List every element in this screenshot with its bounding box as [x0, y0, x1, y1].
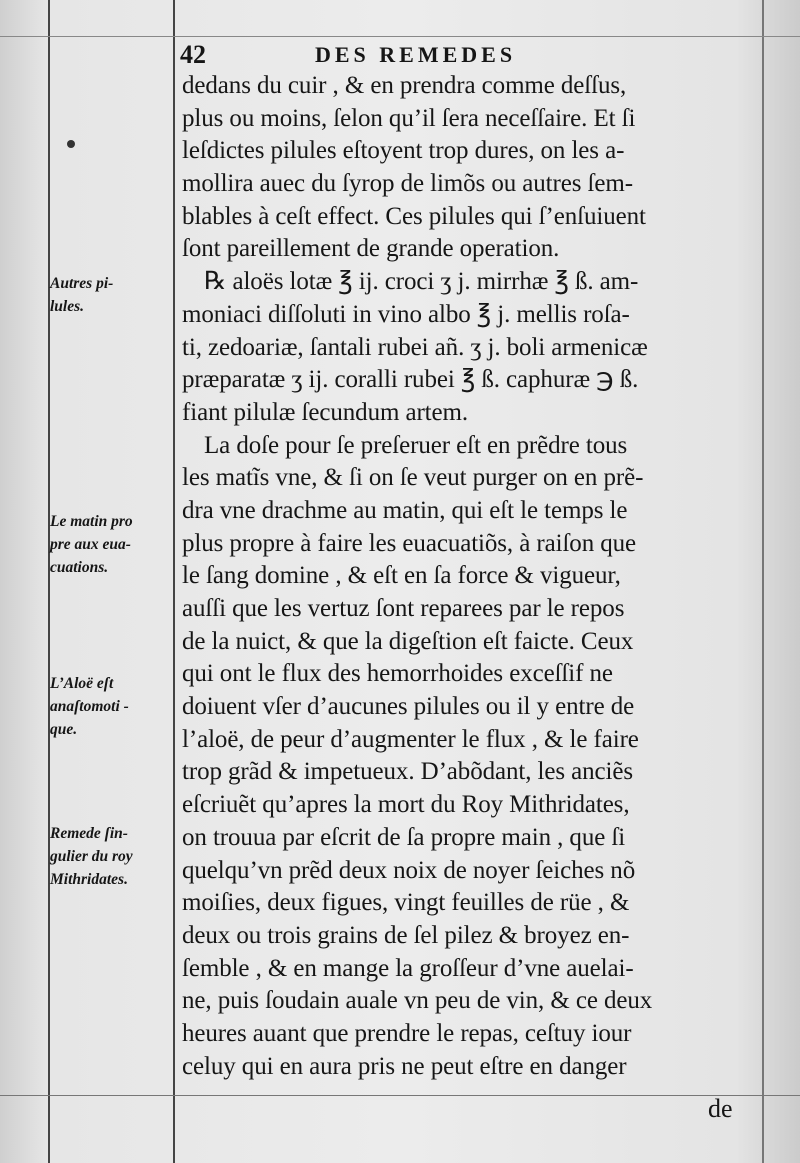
text-line: La doſe pour ſe preſeruer eſt en prẽdre tous	[204, 431, 628, 459]
text-line: quelqu’vn prẽd deux noix de noyer ſeiches nõ	[182, 856, 636, 884]
running-title: DES REMEDES	[315, 42, 517, 67]
text-line: l’aloë, de peur d’augmenter le flux , & le faire	[182, 725, 639, 753]
text-line: ti, zedoariæ, ſantali rubei añ. ʒ j. boli armenicæ	[182, 333, 648, 361]
text-line: auſſi que les vertuz ſont reparees par le repos	[182, 595, 625, 622]
text-line: de la nuict, & que la digeſtion eſt faicte. Ceux	[182, 627, 634, 655]
text-line: on trouua par eſcrit de ſa propre main , que ſi	[182, 823, 626, 851]
margin-note-line: Autres pi-	[50, 275, 114, 292]
margin-note-line: lules.	[50, 298, 85, 315]
text-line: ne, puis ſoudain auale vn peu de vin, & ce deux	[182, 987, 653, 1015]
text-line: eſcriuẽt qu’apres la mort du Roy Mithridates,	[182, 791, 630, 819]
text-line: les matĩs vne, & ſi on ſe veut purger on en prẽ-	[182, 464, 644, 492]
text-line: dra vne drachme au matin, qui eſt le temps le	[182, 496, 628, 524]
text-line: deux ou trois grains de ſel pilez & broyez en-	[182, 921, 630, 949]
margin-note-line: Remede ſin-	[50, 825, 128, 842]
margin-note-le-matin	[50, 510, 172, 579]
page-header	[180, 40, 750, 70]
margin-note-line: pre aux eua-	[50, 536, 131, 553]
page-number: 42	[180, 40, 206, 69]
text-line: celuy qui en aura pris ne peut eſtre en danger	[182, 1052, 627, 1080]
margin-note-autres-pilules	[50, 272, 172, 318]
text-line: le ſang domine , & eſt en ſa force & vigueur,	[182, 562, 621, 590]
margin-column-rule	[173, 0, 175, 1163]
right-edge-rule	[762, 0, 764, 1163]
text-line: mollira auec du ſyrop de limõs ou autres ſem-	[182, 170, 633, 198]
margin-note-aloe	[50, 672, 172, 741]
text-line: plus propre à faire les euacuatiõs, à raiſon que	[182, 529, 637, 557]
catchword: de	[708, 1094, 733, 1123]
text-line: ℞ aloës lotæ ℥ ij. croci ʒ j. mirrhæ ℥ ß. am-	[204, 268, 639, 296]
text-line: dedans du cuir , & en prendra comme deſſus,	[182, 72, 627, 99]
margin-notes	[50, 0, 172, 1163]
text-line: præparatæ ʒ ij. coralli rubei ℥ ß. caphuræ ℈ ß.	[182, 366, 639, 394]
text-line: moiſies, deux figues, vingt feuilles de rüe , &	[182, 889, 630, 917]
text-line: moniaci diſſoluti in vino albo ℥ j. mellis roſa-	[182, 300, 630, 328]
text-line: leſdictes pilules eſtoyent trop dures, on les a-	[182, 137, 625, 165]
text-line: qui ont le flux des hemorrhoides exceſſif ne	[182, 660, 613, 688]
text-line: fiant pilulæ ſecundum artem.	[182, 398, 469, 426]
margin-note-line: que.	[50, 721, 78, 738]
text-line: ſemble , & en mange la groſſeur d’vne auelai-	[182, 954, 634, 982]
margin-note-remede-mithridates	[50, 822, 172, 891]
text-line: ſont pareillement de grande operation.	[182, 235, 560, 263]
margin-note-line: anaſtomoti -	[50, 698, 129, 715]
text-line: plus ou moins, ſelon qu’il ſera neceſſaire. Et ſi	[182, 104, 636, 132]
margin-note-line: gulier du roy	[50, 848, 133, 865]
text-line: blables à ceſt effect. Ces pilules qui ſ’enſuiuent	[182, 202, 646, 230]
text-line: heures auant que prendre le repas, ceſtuy iour	[182, 1019, 632, 1047]
margin-note-line: cuations.	[50, 559, 109, 576]
margin-note-line: Mithridates.	[50, 871, 128, 888]
margin-note-line: Le matin pro	[50, 513, 133, 530]
text-line: doiuent vſer d’aucunes pilules ou il y entre de	[182, 693, 635, 721]
margin-note-line: L’Aloë eſt	[50, 675, 114, 692]
text-line: trop grãd & impetueux. D’abõdant, les anciẽs	[182, 758, 634, 786]
body-text	[182, 70, 752, 1083]
